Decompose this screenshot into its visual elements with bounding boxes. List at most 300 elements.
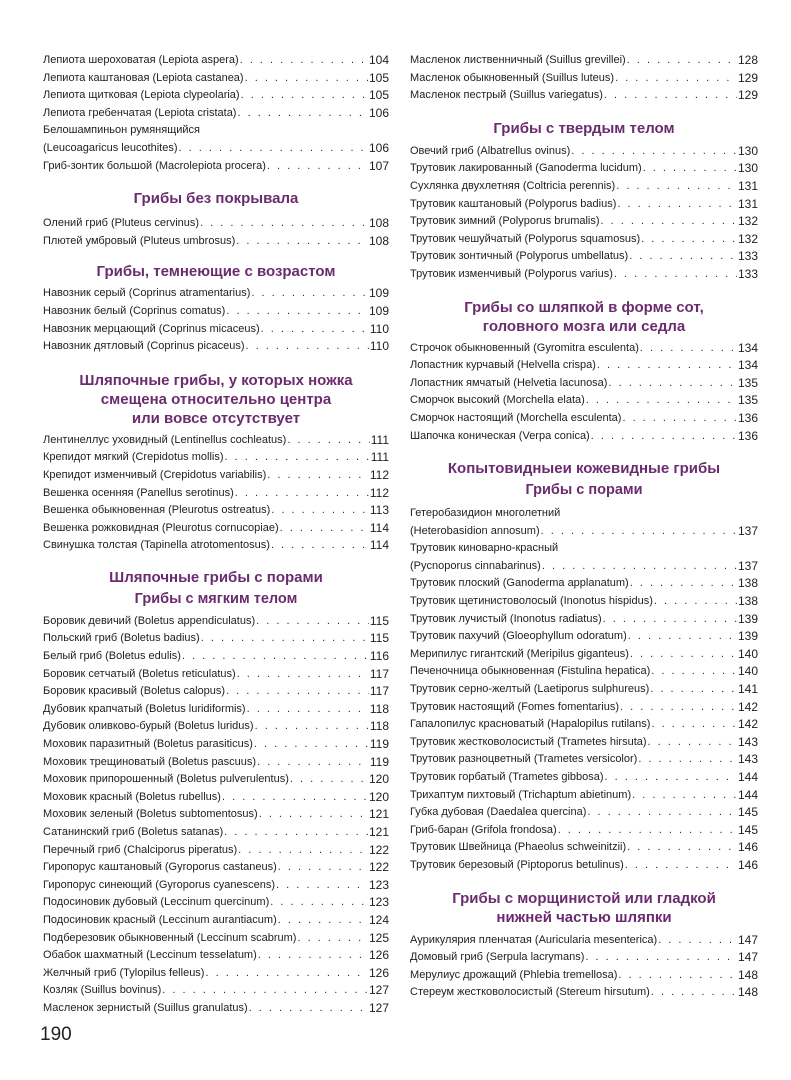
toc-entry[interactable] [410, 196, 758, 214]
entry-page: 110 [369, 321, 389, 336]
entry-page: 146 [737, 857, 758, 872]
entry-page: 130 [737, 161, 758, 176]
leader-dots [201, 630, 369, 648]
entry-name: Козляк (Suillus bovinus) [43, 984, 162, 997]
toc-entry[interactable] [410, 699, 758, 717]
leader-dots [620, 699, 737, 717]
entry-name-line1: Белошампиньон румянящийся [43, 124, 201, 137]
left-intro-list [43, 52, 389, 175]
leader-dots [226, 683, 369, 701]
toc-entry[interactable] [410, 716, 758, 734]
toc-entry[interactable] [410, 611, 758, 629]
leader-dots [236, 233, 368, 251]
toc-entry[interactable] [410, 804, 758, 822]
toc-entry[interactable] [43, 52, 389, 70]
heading-line: Шляпочные грибы, у которых ножка [79, 371, 353, 389]
entry-name: Подосиновик красный (Leccinum aurantiacum) [43, 913, 277, 926]
leader-dots [628, 628, 737, 646]
entry-name: Трутовик разноцветный (Trametes versicolor) [410, 753, 638, 766]
entry-page: 114 [369, 520, 389, 535]
entry-page: 127 [368, 983, 389, 998]
toc-entry[interactable] [410, 949, 758, 967]
entry-name: Свинушка толстая (Tapinella atrotomentosus) [43, 539, 270, 552]
leader-dots [162, 982, 368, 1000]
entry-page: 148 [737, 985, 758, 1000]
entry-name: Трутовик Швейница (Phaeolus schweinitzii) [410, 841, 627, 854]
leader-dots [641, 231, 737, 249]
entry-name: Строчок обыкновенный (Gyromitra esculenta) [410, 341, 639, 354]
section-subheading: Грибы с порами [525, 482, 643, 499]
entry-name: Боровик девичий (Boletus appendiculatus) [43, 614, 256, 627]
entry-page: 121 [368, 825, 389, 839]
toc-entry[interactable] [43, 338, 389, 356]
entry-page: 128 [737, 53, 758, 67]
entry-name: Трутовик лакированный (Ganoderma lucidum) [410, 162, 642, 175]
entry-page: 129 [737, 70, 758, 85]
toc-entry[interactable] [43, 806, 389, 824]
entry-name: Трутовик щетинистоволосый (Inonotus hispidus) [410, 595, 653, 608]
toc-entry[interactable] [410, 392, 758, 410]
entry-page: 124 [368, 912, 389, 927]
entry-name: Дубовик крапчатый (Boletus luridiformis) [43, 702, 246, 715]
toc-entry[interactable] [410, 663, 758, 681]
toc-entry[interactable] [43, 285, 389, 303]
toc-entry[interactable] [43, 158, 389, 176]
right-intro-list [410, 52, 758, 105]
entry-name: Лопастник курчавый (Helvella crispa) [410, 359, 596, 372]
section-heading: Шляпочные грибы с порами [109, 568, 323, 586]
section-heading: Грибы с твердым телом [493, 119, 675, 137]
entry-name: Моховик припорошенный (Boletus pulverulentus) [43, 773, 289, 786]
leader-dots [643, 160, 737, 178]
toc-entry[interactable] [43, 467, 389, 485]
toc-entry[interactable] [410, 231, 758, 249]
entry-name: Гриб-зонтик большой (Macrolepiota procera) [43, 159, 266, 172]
leader-dots [249, 1000, 368, 1018]
entry-name: Масленок обыкновенный (Suillus luteus) [410, 71, 615, 84]
entry-name: Сухлянка двухлетняя (Coltricia perennis) [410, 179, 616, 192]
right-column [410, 52, 758, 1002]
toc-entry[interactable] [410, 248, 758, 266]
section-subheading: Грибы с мягким телом [134, 590, 298, 607]
entry-page: 130 [737, 143, 758, 158]
entry-page: 146 [737, 840, 758, 855]
toc-entry[interactable] [43, 233, 389, 251]
entry-name: Польский гриб (Boletus badius) [43, 632, 200, 645]
leader-dots [237, 666, 369, 684]
entry-name: Вешенка обыкновенная (Pleurotus ostreatus) [43, 504, 271, 517]
entry-name: Трутовик изменчивый (Polyporus varius) [410, 267, 613, 280]
toc-entry-wrapped[interactable] [410, 505, 758, 540]
entry-name: Трутовик чешуйчатый (Polyporus squamosus) [410, 232, 641, 245]
entry-page: 117 [369, 684, 389, 699]
toc-entry[interactable] [410, 266, 758, 284]
entry-page: 142 [737, 717, 758, 732]
section-list [43, 215, 389, 250]
leader-dots [224, 824, 368, 842]
entry-page: 120 [368, 789, 389, 804]
toc-entry[interactable] [410, 734, 758, 752]
heading-line: Грибы с морщинистой или гладкой [452, 889, 716, 907]
leader-dots [625, 857, 737, 875]
entry-name: Лепиота щитковая (Lepiota clypeolaria) [43, 89, 240, 102]
toc-entry[interactable] [410, 70, 758, 88]
entry-page: 144 [737, 770, 758, 784]
page-number: 190 [40, 1024, 72, 1045]
toc-entry[interactable] [410, 213, 758, 231]
leader-dots [257, 754, 369, 772]
entry-page: 135 [737, 393, 758, 408]
toc-entry[interactable] [43, 877, 389, 895]
entry-name: Обабок шахматный (Leccinum tesselatum) [43, 949, 257, 962]
toc-entry[interactable] [410, 575, 758, 593]
toc-entry[interactable] [43, 947, 389, 965]
heading-line: Грибы со шляпкой в форме сот, [464, 298, 704, 316]
toc-entry[interactable] [43, 771, 389, 789]
entry-page: 147 [737, 932, 758, 947]
section-list [410, 505, 758, 874]
entry-name: Белый гриб (Boletus edulis) [43, 650, 181, 663]
leader-dots [240, 52, 368, 70]
leader-dots [630, 646, 737, 664]
entry-page: 131 [737, 196, 758, 211]
entry-page: 119 [369, 737, 389, 752]
toc-entry-wrapped[interactable] [410, 540, 758, 575]
leader-dots [271, 537, 369, 555]
leader-dots [226, 303, 368, 321]
entry-page: 134 [737, 340, 758, 355]
toc-entry[interactable] [43, 1000, 389, 1018]
leader-dots [255, 718, 369, 736]
entry-page: 129 [737, 88, 758, 103]
leader-dots [622, 410, 737, 428]
entry-page: 122 [368, 842, 389, 857]
toc-entry[interactable] [43, 894, 389, 912]
section-heading [410, 889, 758, 927]
leader-dots [287, 432, 369, 450]
leader-dots [241, 87, 368, 105]
leader-dots [542, 558, 737, 576]
toc-entry[interactable] [43, 982, 389, 1000]
entry-page: 118 [369, 701, 389, 716]
leader-dots [587, 804, 737, 822]
section-list [43, 613, 389, 1018]
entry-name: Домовый гриб (Serpula lacrymans) [410, 951, 585, 964]
entry-name: Сморчок высокий (Morchella elata) [410, 394, 585, 407]
leader-dots [297, 930, 368, 948]
entry-name: Губка дубовая (Daedalea quercina) [410, 806, 587, 819]
entry-name: Гиропорус каштановый (Gyroporus castaneus) [43, 861, 277, 874]
section-list [410, 932, 758, 1002]
leader-dots [616, 178, 737, 196]
leader-dots [608, 375, 737, 393]
entry-page: 123 [368, 877, 389, 892]
entry-name: Перечный гриб (Chalciporus piperatus) [43, 843, 238, 856]
entry-page: 136 [737, 428, 758, 443]
leader-dots [237, 105, 367, 123]
entry-name: Гапалопилус красноватый (Hapalopilus rutilans) [410, 718, 651, 731]
entry-page: 109 [368, 286, 389, 301]
entry-name: Трутовик березовый (Piptoporus betulinus) [410, 858, 624, 871]
toc-entry[interactable] [410, 769, 758, 787]
entry-page: 133 [737, 249, 758, 264]
leader-dots [235, 485, 369, 503]
toc-entry[interactable] [410, 932, 758, 950]
entry-page: 104 [368, 53, 389, 67]
entry-name: Трутовик серно-желтый (Laetiporus sulphureus) [410, 683, 650, 696]
toc-entry-wrapped[interactable] [43, 122, 389, 157]
leader-dots [638, 751, 737, 769]
entry-page: 137 [737, 558, 758, 573]
entry-name: Масленок зернистый (Suillus granulatus) [43, 1001, 248, 1014]
toc-entry[interactable] [43, 215, 389, 233]
toc-entry[interactable] [43, 736, 389, 754]
entry-name: Лепиота гребенчатая (Lepiota cristata) [43, 106, 237, 119]
entry-name: Печеночница обыкновенная (Fistulina hepatica) [410, 665, 651, 678]
toc-entry[interactable] [43, 912, 389, 930]
toc-entry[interactable] [410, 593, 758, 611]
toc-entry[interactable] [43, 520, 389, 538]
entry-name: Навозник мерцающий (Coprinus micaceus) [43, 322, 260, 335]
entry-name: Крепидот изменчивый (Crepidotus variabilis) [43, 468, 267, 481]
leader-dots [225, 449, 370, 467]
entry-name: Моховик паразитный (Boletus parasiticus) [43, 738, 253, 751]
toc-entry[interactable] [410, 857, 758, 875]
entry-page: 107 [368, 158, 389, 173]
entry-name: Боровик красивый (Boletus calopus) [43, 685, 226, 698]
toc-entry[interactable] [410, 646, 758, 664]
toc-entry[interactable] [410, 143, 758, 161]
toc-entry[interactable] [410, 87, 758, 105]
heading-line: головного мозга или седла [482, 317, 686, 335]
toc-entry[interactable] [410, 751, 758, 769]
toc-entry[interactable] [43, 683, 389, 701]
toc-entry[interactable] [410, 375, 758, 393]
entry-page: 111 [370, 432, 389, 447]
toc-entry[interactable] [43, 502, 389, 520]
toc-entry[interactable] [43, 648, 389, 666]
entry-page: 111 [370, 450, 389, 465]
entry-page: 135 [737, 375, 758, 390]
entry-name-line2: (Leucoagaricus leucothites) [43, 141, 178, 154]
entry-name: Масленок лиственничный (Suillus grevillei) [410, 54, 626, 66]
toc-entry[interactable] [43, 630, 389, 648]
toc-entry[interactable] [410, 628, 758, 646]
entry-name: Трутовик зимний (Polyporus brumalis) [410, 215, 600, 228]
toc-entry[interactable] [410, 787, 758, 805]
toc-entry[interactable] [43, 965, 389, 983]
entry-page: 134 [737, 358, 758, 373]
entry-name: Моховик красный (Boletus rubellus) [43, 790, 221, 803]
entry-name: Дубовик оливково-бурый (Boletus luridus) [43, 720, 254, 733]
toc-entry[interactable] [410, 357, 758, 375]
entry-name: Вешенка осенняя (Panellus serotinus) [43, 486, 234, 499]
entry-page: 112 [369, 485, 389, 500]
section-heading: Копытовидныеи кожевидные грибы [447, 460, 721, 478]
entry-page: 126 [368, 948, 389, 963]
entry-page: 144 [737, 787, 758, 802]
toc-entry[interactable] [410, 160, 758, 178]
entry-name: Трутовик жестковолосистый (Trametes hirsuta) [410, 735, 647, 748]
toc-entry[interactable] [410, 822, 758, 840]
leader-dots [238, 842, 368, 860]
entry-name: Крепидот мягкий (Crepidotus mollis) [43, 451, 224, 464]
entry-page: 139 [737, 611, 758, 626]
entry-page: 138 [737, 594, 758, 609]
leader-dots [651, 663, 737, 681]
entry-page: 119 [369, 754, 389, 769]
entry-page: 137 [737, 523, 758, 538]
entry-name: Гриб-баран (Grifola frondosa) [410, 823, 557, 836]
toc-entry[interactable] [43, 449, 389, 467]
toc-entry[interactable] [410, 178, 758, 196]
toc-entry[interactable] [43, 87, 389, 105]
toc-entry[interactable] [43, 432, 389, 450]
entry-name: Сатанинский гриб (Boletus satanas) [43, 826, 224, 838]
leader-dots [280, 520, 369, 538]
entry-name: Масленок пестрый (Suillus variegatus) [410, 89, 603, 102]
entry-name: Трутовик плоский (Ganoderma applanatum) [410, 577, 629, 590]
entry-page: 122 [368, 860, 389, 875]
entry-name: Овечий гриб (Albatrellus ovinus) [410, 144, 571, 157]
leader-dots [601, 213, 737, 231]
entry-name-line1: Трутовик киноварно-красный [410, 542, 559, 555]
section-heading: Грибы без покрывала [133, 190, 299, 208]
entry-page: 105 [368, 88, 389, 103]
leader-dots [627, 839, 737, 857]
entry-name: Навозник белый (Coprinus comatus) [43, 304, 226, 317]
toc-entry[interactable] [43, 930, 389, 948]
entry-page: 143 [737, 752, 758, 767]
toc-entry[interactable] [43, 701, 389, 719]
toc-entry[interactable] [410, 410, 758, 428]
entry-page: 132 [737, 214, 758, 229]
entry-name: Лопастник ямчатый (Helvetia lacunosa) [410, 376, 608, 389]
entry-name-line1: Гетеробазидион многолетний [410, 507, 561, 520]
entry-page: 112 [369, 467, 389, 482]
leader-dots [640, 340, 737, 358]
toc-entry[interactable] [43, 842, 389, 860]
toc-entry[interactable] [410, 967, 758, 985]
leader-dots [627, 52, 737, 70]
entry-name: Олений гриб (Pluteus cervinus) [43, 217, 200, 230]
leader-dots [617, 196, 737, 214]
leader-dots [258, 947, 368, 965]
leader-dots [654, 593, 737, 611]
entry-name: Подберезовик обыкновенный (Leccinum scabrum) [43, 931, 297, 944]
entry-page: 140 [737, 664, 758, 679]
leader-dots [246, 338, 369, 356]
entry-page: 109 [368, 303, 389, 318]
toc-entry[interactable] [43, 537, 389, 555]
leader-dots [261, 321, 369, 339]
leader-dots [605, 769, 737, 787]
leader-dots [278, 859, 368, 877]
toc-entry[interactable] [43, 666, 389, 684]
entry-page: 136 [737, 410, 758, 425]
entry-page: 133 [737, 266, 758, 281]
leader-dots [541, 523, 737, 541]
entry-name: Моховик зеленый (Boletus subtomentosus) [43, 808, 258, 821]
entry-page: 145 [737, 805, 758, 820]
entry-page: 116 [369, 649, 389, 664]
toc-entry[interactable] [410, 984, 758, 1002]
toc-entry[interactable] [43, 303, 389, 321]
entry-page: 115 [369, 613, 389, 628]
toc-entry[interactable] [43, 824, 389, 842]
leader-dots [259, 806, 368, 824]
leader-dots [205, 965, 367, 983]
entry-name: Сморчок настоящий (Morchella esculenta) [410, 411, 622, 424]
toc-entry[interactable] [43, 789, 389, 807]
entry-name: Лентинеллус уховидный (Lentinellus cochleatus) [43, 433, 287, 446]
leader-dots [558, 822, 737, 840]
toc-entry[interactable] [410, 681, 758, 699]
toc-entry[interactable] [43, 754, 389, 772]
entry-page: 108 [368, 216, 389, 231]
section-heading [410, 298, 758, 336]
heading-line: или вовсе отсутствует [131, 409, 301, 427]
entry-name: Мерулиус дрожащий (Phlebia tremellosa) [410, 968, 618, 981]
entry-page: 106 [368, 105, 389, 120]
section-heading: Грибы, темнеющие с возрастом [96, 263, 336, 281]
entry-page: 106 [368, 140, 389, 155]
leader-dots [603, 611, 737, 629]
entry-page: 120 [368, 772, 389, 787]
toc-entry[interactable] [43, 321, 389, 339]
entry-name: Трутовик лучистый (Inonotus radiatus) [410, 612, 602, 625]
leader-dots [618, 967, 737, 985]
section-heading [43, 371, 389, 428]
entry-name: Лепиота шероховатая (Lepiota aspera) [43, 54, 239, 66]
leader-dots [200, 215, 368, 233]
leader-dots [571, 143, 737, 161]
toc-entry[interactable] [43, 70, 389, 88]
toc-entry[interactable] [43, 613, 389, 631]
leader-dots [614, 266, 737, 284]
toc-entry[interactable] [410, 340, 758, 358]
entry-page: 140 [737, 646, 758, 661]
leader-dots [615, 70, 737, 88]
left-column [43, 52, 389, 1018]
entry-page: 141 [737, 682, 758, 697]
entry-page: 113 [369, 503, 389, 518]
leader-dots [271, 502, 369, 520]
toc-entry[interactable] [410, 839, 758, 857]
toc-entry[interactable] [43, 718, 389, 736]
leader-dots [256, 613, 369, 631]
leader-dots [586, 392, 737, 410]
entry-name: Вешенка рожковидная (Pleurotus cornucopiae) [43, 521, 279, 534]
entry-name: Гиропорус синеющий (Gyroporus cyanescens) [43, 878, 276, 891]
entry-name: Трутовик пахучий (Gloeophyllum odoratum) [410, 630, 627, 643]
entry-page: 118 [369, 719, 389, 734]
leader-dots [629, 248, 737, 266]
section-list [43, 285, 389, 355]
entry-page: 117 [369, 666, 389, 681]
entry-name: Мерипилус гигантский (Meripilus giganteus) [410, 647, 629, 660]
entry-page: 138 [737, 576, 758, 591]
toc-entry[interactable] [43, 105, 389, 123]
toc-entry[interactable] [410, 52, 758, 70]
toc-entry[interactable] [410, 428, 758, 446]
entry-name: Подосиновик дубовый (Leccinum quercinum) [43, 896, 270, 909]
leader-dots [276, 877, 368, 895]
toc-entry[interactable] [43, 485, 389, 503]
toc-entry[interactable] [43, 859, 389, 877]
leader-dots [290, 771, 368, 789]
entry-page: 132 [737, 231, 758, 246]
